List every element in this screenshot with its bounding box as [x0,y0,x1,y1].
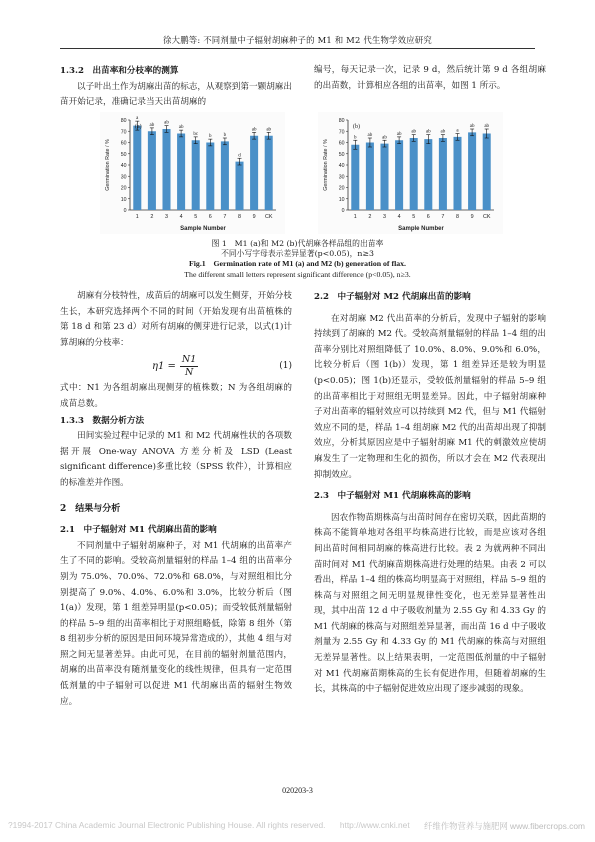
y-tick-label: 50 [338,151,345,158]
bar-2 [148,131,156,210]
section-1-3-2-heading: 1.3.2 出苗率和分枝率的测算 [60,66,179,76]
bar-6 [424,139,432,210]
panel-label: (b) [353,124,360,130]
bar-7 [439,138,447,210]
formula-lhs: η1 = [152,360,176,372]
bar-CK [265,136,273,210]
bar-5 [192,140,200,210]
chart-b-svg [318,112,503,234]
section-2-3-heading: 2.3 中子辐射对 M1 代胡麻株高的影响 [314,491,471,502]
formula-number: (1) [279,360,292,371]
x-tick-label: 1 [135,214,139,220]
section-2-2-text: 在对胡麻 M2 代出苗率的分析后，发现中子辐射的影响持续到了胡麻的 M2 代。受较高剂量辐射的样品 1–4 组的出苗率分别比对照组降低了 10.0%、8.0%、9.0%和 6.0%，比较分析后（图 1(b)）发现，第 1 组差异还是较为明显(p<0.05)；图 1(b)还显示，受较低剂量辐射的样品 5–9 组的出苗率相比于对照组无明显差异。因此，中子辐射胡麻种子对出苗率的辐射效应可以持续到 M2 代，但与 M1 代辐射效应不同的是，样品 1–4 组胡麻 M2 代的出苗却出现了抑制效应，分析其原因应是中子辐射胡麻 M1 代的刺激效应使胡麻发生了一定物理和生化的损伤，所以才会在 M2 代表现出抑制效应。 [314,313,546,480]
y-tick-label: 70 [120,129,127,136]
section-2-2-heading: 2.2 中子辐射对 M2 代胡麻出苗的影响 [314,292,471,302]
bar-3 [162,129,170,210]
significance-letter: ab [440,129,446,135]
caption-en-line1: Fig.1 Germination rate of M1 (a) and M2 (b) generation of flax. [189,259,406,269]
x-tick-label: 2 [150,214,154,220]
footer-copyright: ?1994-2017 China Academic Journal Electronic Publishing House. All rights reserved. [8,820,326,830]
figure-caption [80,239,515,280]
significance-letter: ab [178,125,184,131]
running-head: 徐大鹏等: 不同剂量中子辐射胡麻种子的 M1 和 M2 代生物学效应研究 [163,35,432,45]
significance-letter: ab [382,135,387,141]
bar-1 [351,145,359,210]
y-tick-label: 20 [338,185,345,192]
x-tick-label: 8 [456,214,459,220]
left-top-block [60,63,292,111]
significance-letter: ab [396,131,402,137]
x-axis-title: Sample Number [398,226,444,232]
y-tick-label: 20 [120,185,127,192]
bar-1 [133,126,141,210]
y-tick-label: 30 [120,174,127,181]
section-2-1-text: 不同剂量中子辐射胡麻种子，对 M1 代胡麻的出苗率产生了不同的影响。受较高剂量辐射的样品 1–4 组的出苗率分别为 75.0%、70.0%、72.0%和 68.0%，与对照组相比分别提高了 9.0%、4.0%、6.0%和 3.0%，比较分析后（图 1(a)）发现，第 1 组差异明显(p<0.05)；而受较低剂量辐射的样品 5–9 组的出苗率相比于对照组略低，除第 8 组外（第 8 组初步分析的原因是田间环境异常造成的），其他 4 组与对照之间无显著差异。由此可见，在目前的辐射剂量范围内，胡麻的出苗率没有随剂量变化的线性规律，但具有一定范围低剂量的中子辐射可以促进 M1 代胡麻出苗的辐射生物效应。 [60,540,292,707]
x-tick-label: 9 [470,214,474,220]
formula-note: 式中：N1 为各组胡麻出现侧芽的植株数；N 为各组胡麻的成苗总数。 [60,383,292,409]
caption-en-line2: The different small letters represent significant difference (p<0.05), n≥3. [184,269,411,279]
footer-url[interactable]: http://www.cnki.net [339,820,410,830]
y-tick-label: 70 [338,129,345,136]
y-tick-label: 10 [120,196,127,203]
y-tick-label: 40 [338,163,345,169]
x-tick-label: 5 [194,214,198,220]
branch-rate-text: 胡麻有分枝特性，成苗后的胡麻可以发生侧芽，开始分枝生长，本研究选择两个不同的时间（开始发现有出苗植株的第 18 d 和第 23 d）对所有胡麻的侧芽进行记录，以式(1)计算胡麻的分枝率： [60,291,292,348]
page-number: 020203-3 [282,786,313,795]
panel-label: (a) [135,124,142,130]
significance-letter: b [354,135,357,141]
x-tick-label: 9 [252,214,256,220]
x-tick-label: 7 [223,214,227,220]
bar-6 [206,143,214,211]
significance-letter: bc [193,131,199,137]
bar-4 [395,140,403,210]
bar-8 [453,137,461,210]
y-tick-label: 40 [120,163,127,169]
caption-cn-line1: 图 1 M1 (a)和 M2 (b)代胡麻各样品组的出苗率 [211,239,384,248]
significance-letter: ab [425,129,431,135]
significance-letter: ab [266,127,272,133]
left-body-block [60,289,292,710]
significance-letter: d [238,153,241,159]
y-axis-title: Germination Rate / % [323,139,329,191]
bar-5 [410,138,418,210]
y-tick-label: 80 [338,118,345,124]
x-tick-label: 2 [368,214,372,220]
y-axis-title: Germination Rate / % [105,139,111,191]
significance-letter: ab [411,129,417,135]
bar-4 [177,134,185,211]
significance-letter: ab [164,120,169,126]
significance-letter: b [209,134,212,140]
bar-7 [221,141,229,210]
significance-letter: a [456,128,459,134]
x-tick-label: 4 [179,214,183,220]
x-tick-label: 7 [441,214,445,220]
y-tick-label: 50 [120,151,127,158]
x-tick-label: 5 [412,214,416,220]
x-tick-label: 4 [397,214,401,220]
y-tick-label: 30 [338,174,345,181]
significance-letter: a [136,116,139,122]
right-top-block [314,63,546,94]
y-tick-label: 80 [120,118,127,124]
y-tick-label: 0 [123,208,127,214]
page-footer [8,820,585,832]
significance-letter: ab [149,122,155,128]
section-1-3-3-heading: 1.3.3 数据分析方法 [60,415,145,426]
right-body-block [314,289,546,698]
bar-3 [380,144,388,210]
formula-expression [152,354,198,379]
significance-letter: ab [367,133,373,138]
x-axis-title: Sample Number [180,226,226,232]
germination-chart-a [100,112,285,234]
section-2-3-text: 因农作物苗期株高与出苗时间存在密切关联，因此苗期的株高不能简单地对各组平均株高进行比较，而是应该对各组间出苗时间相同胡麻的株高进行比较。表 2 为就两种不同出苗时间对 M1 代胡麻苗期株高进行处理的结果。由表 2 可以看出，样品 1–4 组的株高均明显高于对照组，样品 5–9 组的株高与对照组之间无明显规律性变化，也无差异显著性出现，其中出苗 12 d 中子吸收剂量为 2.55 Gy 和 4.33 Gy 的 M1 代胡麻的株高与对照组差异显著，而出苗 16 d 中子吸收剂量为 2.55 Gy 和 4.33 Gy 的 M1 代胡麻的株高与对照组无差异显著性。以上结果表明，一定范围低剂量的中子辐射对 M1 代胡麻苗期株高的生长有促进作用，但随着胡麻的生长，其株高的中子辐射促进效应出现了逐步减弱的现象。 [314,512,546,695]
section-2-1-heading: 2.1 中子辐射对 M1 代胡麻出苗的影响 [60,525,217,536]
bar-2 [366,143,374,211]
formula-numerator: N1 [181,353,197,365]
caption-cn-line2: 不同小写字母表示差异显著(p<0.05)，n≥3 [221,249,374,259]
section-2-heading: 2 结果与分析 [60,503,121,514]
section-1-3-3-text: 田间实验过程中记录的 M1 和 M2 代胡麻性状的各项数据开展 One-way ANOVA 方差分析及 LSD (Least significant difference)多重比较（SPSS 软件），计算相应的标准差并作图。 [60,431,292,488]
significance-letter: b [223,133,227,138]
section-1-3-2-text: 以子叶出土作为胡麻出苗的标志，从观察到第一颗胡麻出苗开始记录，准确记录当天出苗胡麻的 [60,81,292,108]
x-tick-label: CK [264,214,273,220]
bar-9 [250,136,258,210]
y-tick-label: 60 [120,140,127,147]
germination-chart-b [318,112,503,234]
significance-letter: ab [251,127,257,133]
x-tick-label: 8 [238,214,241,220]
section-1-3-2-continued: 编号，每天记录一次，记录 9 d，然后统计第 9 d 各组胡麻的出苗数，计算相应各组的出苗率，如图 1 所示。 [314,65,546,91]
x-tick-label: 3 [165,214,168,220]
formula-fraction [180,354,198,379]
bar-CK [483,134,491,211]
x-tick-label: 6 [208,214,212,220]
y-tick-label: 60 [338,140,345,147]
bar-8 [235,162,243,210]
bar-9 [468,132,476,210]
y-tick-label: 10 [338,196,345,203]
chart-a-svg [100,112,285,234]
x-tick-label: 1 [353,214,357,220]
x-tick-label: 3 [383,214,386,220]
branch-rate-formula [60,351,292,381]
footer-watermark: 纤维作物营养与施肥网 www.fibercrops.com [423,821,585,831]
x-tick-label: 6 [426,214,430,220]
significance-letter: ab [469,124,475,129]
formula-denominator: N [184,366,194,378]
x-tick-label: CK [482,214,491,220]
y-tick-label: 0 [341,208,345,214]
significance-letter: ab [484,124,490,129]
header-rule [60,48,535,49]
